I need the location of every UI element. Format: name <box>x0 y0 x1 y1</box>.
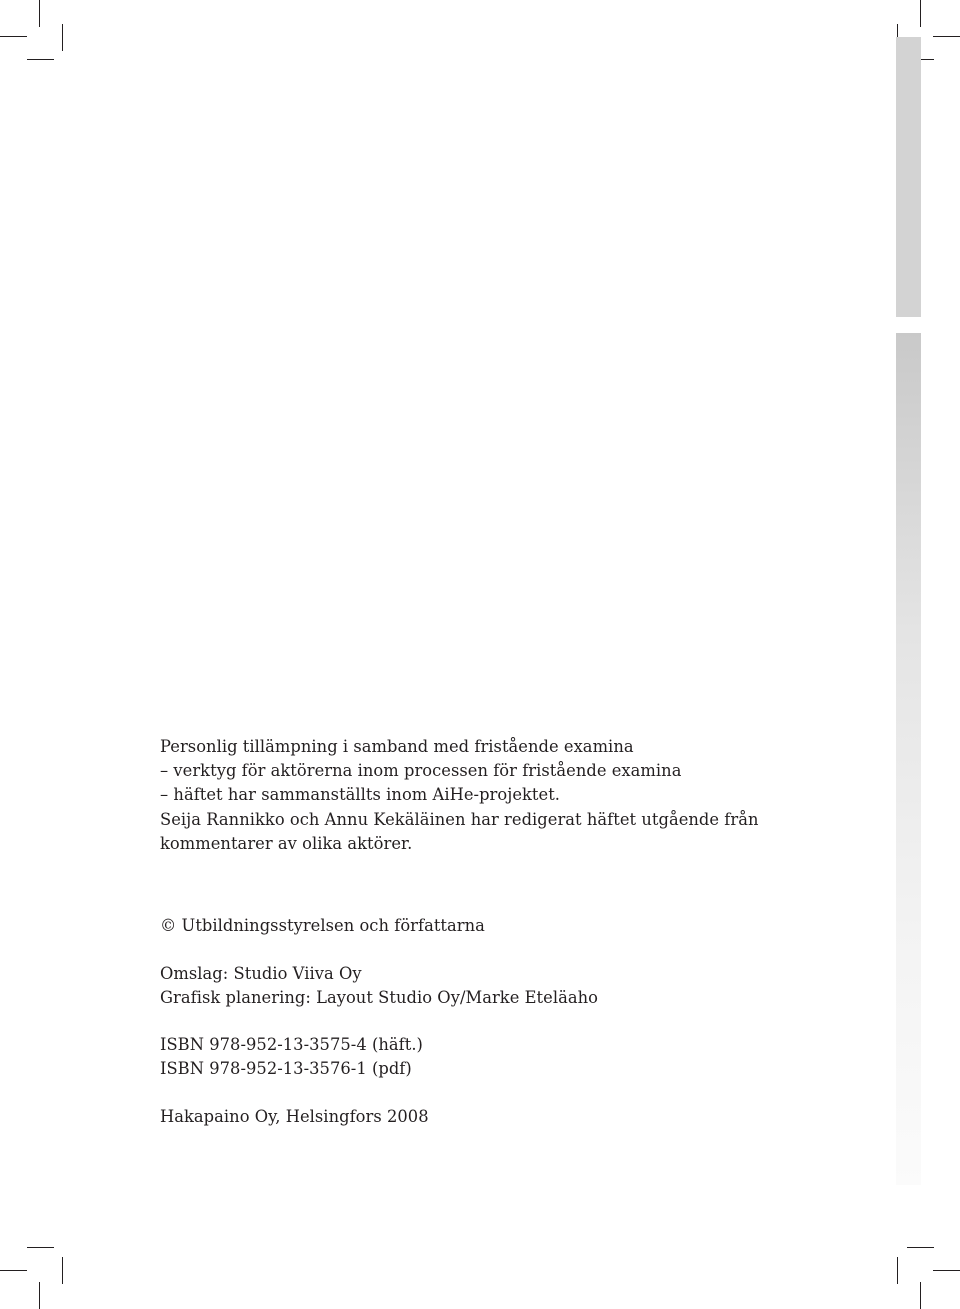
crop-mark-top-right-h <box>933 36 960 37</box>
crop-mark-bottom-right-h <box>907 1247 934 1248</box>
crop-mark-top-left-h2 <box>27 59 54 60</box>
layout-credit: Grafisk planering: Layout Studio Oy/Marke Eteläaho <box>160 988 598 1008</box>
copyright-block <box>160 914 485 938</box>
crop-mark-bottom-left-h <box>27 1247 54 1248</box>
compilation-note: – häftet har sammanställts inom AiHe-projektet. <box>160 785 561 805</box>
editors-note-line-2: kommentarer av olika aktörer. <box>160 833 413 853</box>
crop-mark-bottom-left-v <box>62 1257 63 1284</box>
crop-mark-top-left-h <box>0 36 27 37</box>
crop-mark-top-left-v2 <box>62 24 63 51</box>
crop-mark-bottom-right-v2 <box>920 1282 921 1309</box>
crop-mark-bottom-left-v2 <box>39 1282 40 1309</box>
crop-mark-bottom-right-v <box>897 1257 898 1284</box>
isbn-print: ISBN 978-952-13-3575-4 (häft.) <box>160 1035 423 1054</box>
editors-note-line-1: Seija Rannikko och Annu Kekäläinen har redigerat häftet utgående från <box>160 809 759 829</box>
credits-block <box>160 735 759 856</box>
copyright-notice: © Utbildningsstyrelsen och författarna <box>160 916 485 935</box>
printer-line: Hakapaino Oy, Helsingfors 2008 <box>160 1107 429 1126</box>
crop-mark-top-left-v <box>39 0 40 27</box>
isbn-pdf: ISBN 978-952-13-3576-1 (pdf) <box>160 1059 412 1079</box>
crop-mark-bottom-left-h2 <box>0 1270 27 1271</box>
crop-mark-bottom-right-h2 <box>933 1270 960 1271</box>
publication-title: Personlig tillämpning i samband med fristående examina <box>160 737 634 756</box>
isbn-block <box>160 1033 423 1081</box>
page-edge-strip-top <box>896 37 921 317</box>
cover-credit: Omslag: Studio Viiva Oy <box>160 964 362 983</box>
page-edge-strip-bottom <box>896 333 921 1185</box>
crop-mark-top-right-v <box>920 0 921 27</box>
design-credits-block <box>160 962 598 1010</box>
printer-block <box>160 1105 429 1129</box>
publication-subtitle: – verktyg för aktörerna inom processen för fristående examina <box>160 761 682 781</box>
